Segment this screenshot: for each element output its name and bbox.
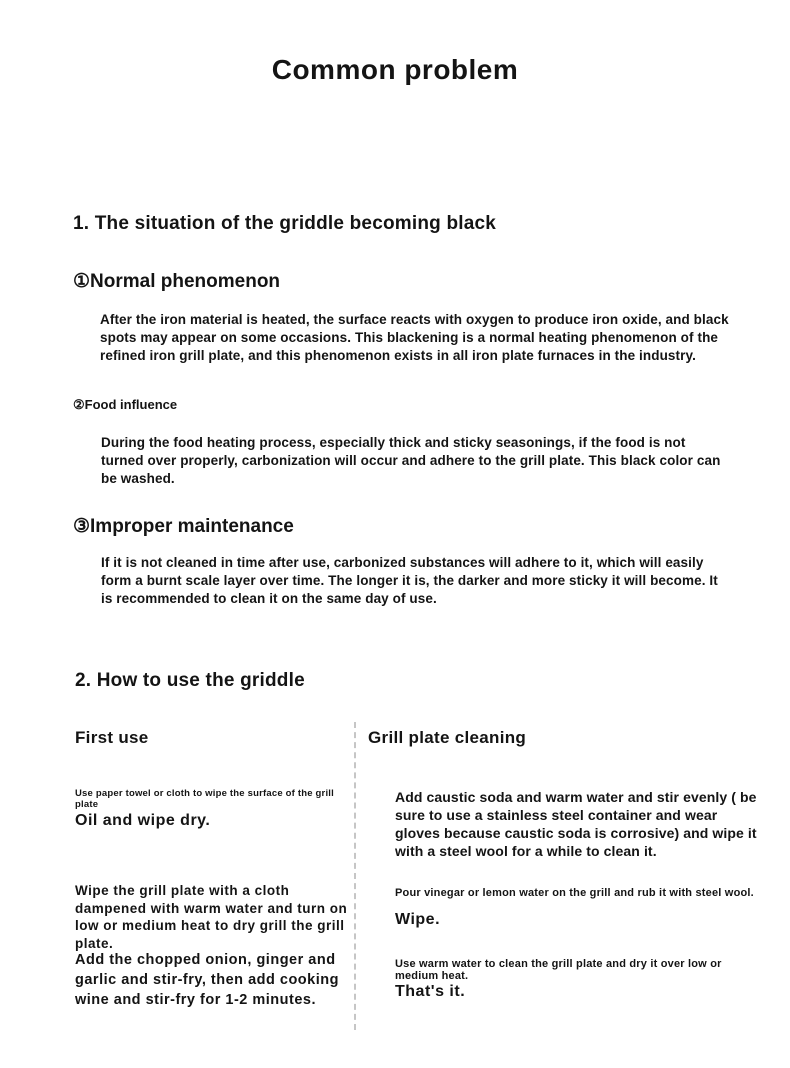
section1-item2-heading: ②Food influence	[73, 397, 178, 412]
section1-heading: 1. The situation of the griddle becoming black	[73, 213, 497, 234]
section1-item1-body: After the iron material is heated, the surface reacts with oxygen to produce iron oxide, and black spots may appear on some occasions. This blackening is a normal heating phenomenon of the refined iron grill plate, and this phenomenon exists in all iron plate furnaces in the industry.	[100, 312, 729, 363]
grill-cleaning-step2-main: Wipe.	[395, 911, 441, 928]
first-use-heading: First use	[75, 728, 149, 747]
page-title: Common problem	[271, 54, 519, 85]
first-use-step3-main: Add the chopped onion, ginger and garlic and stir-fry, then add cooking wine and stir-fry for 1-2 minutes.	[75, 952, 339, 1008]
grill-cleaning-step1-main: Add caustic soda and warm water and stir evenly ( be sure to use a stainless steel container and wear gloves because caustic soda is corrosive) and wipe it with a steel wool for a while to clean it.	[395, 789, 757, 859]
grill-cleaning-step2-note: Pour vinegar or lemon water on the grill and rub it with steel wool.	[395, 887, 754, 899]
first-use-step2-main: Wipe the grill plate with a cloth dampened with warm water and turn on low or medium heat to dry grill the grill plate.	[75, 883, 348, 951]
grill-cleaning-heading: Grill plate cleaning	[368, 728, 527, 747]
section2-heading: 2. How to use the griddle	[75, 670, 305, 691]
grill-cleaning-step3-note: Use warm water to clean the grill plate and dry it over low or medium heat.	[395, 958, 722, 982]
first-use-step1-main: Oil and wipe dry.	[75, 812, 211, 829]
section1-item3-body: If it is not cleaned in time after use, carbonized substances will adhere to it, which will easily form a burnt scale layer over time. The longer it is, the darker and more sticky it will become. It is recommended to clean it on the same day of use.	[101, 555, 718, 606]
section1-item3-heading: ③Improper maintenance	[73, 516, 294, 537]
grill-cleaning-step3-main: That's it.	[395, 983, 466, 1000]
section1-item2-body: During the food heating process, especially thick and sticky seasonings, if the food is not turned over properly, carbonization will occur and adhere to the grill plate. This black color can be washed.	[101, 435, 721, 486]
section1-item1-heading: ①Normal phenomenon	[73, 271, 281, 292]
first-use-step1-note: Use paper towel or cloth to wipe the surface of the grill plate	[75, 788, 334, 810]
